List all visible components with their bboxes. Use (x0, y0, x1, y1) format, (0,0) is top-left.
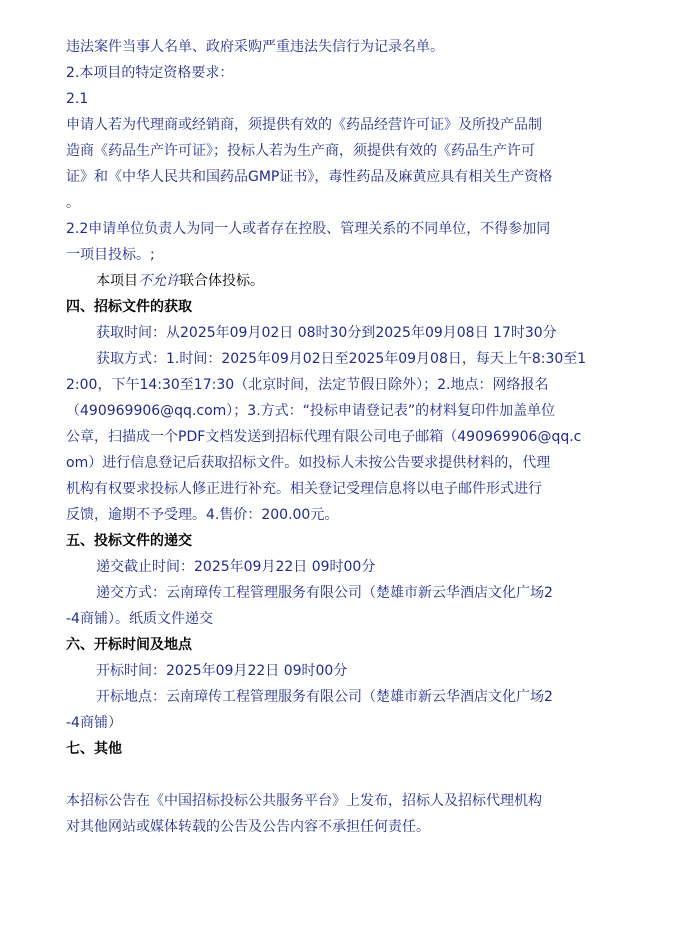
obtain-method-line5: om）进行信息登记后获取招标文件。如投标人未按公告要求提供材料的，代理 (66, 455, 551, 471)
submission-method-line2: -4商铺）。纸质文件递交 (66, 611, 213, 627)
opening-time: 开标时间：2025年09月22日 09时00分 (96, 663, 348, 679)
section-4-title: 四、招标文件的获取 (66, 299, 192, 315)
announcement-document (66, 34, 606, 840)
other-statement-line2: 对其他网站或媒体转载的公告及公告内容不承担任何责任。 (66, 819, 430, 835)
clause-2-1-number: 2.1 (66, 91, 89, 107)
obtain-time: 获取时间：从2025年09月02日 08时30分到2025年09月08日 17时30分 (96, 325, 557, 341)
obtain-method-line6: 机构有权要求投标人修正进行补充。相关登记受理信息将以电子邮件形式进行 (66, 481, 542, 497)
submission-method-line1: 递交方式：云南璋传工程管理服务有限公司（楚雄市新云华酒店文化广场2 (96, 585, 553, 601)
clause-2-2-line2: 一项目投标。; (66, 247, 155, 263)
clause-2-1-line3: 证》和《中华人民共和国药品GMP证书》，毒性药品及麻黄应具有相关生产资格 (66, 169, 553, 185)
opening-place-line1: 开标地点：云南璋传工程管理服务有限公司（楚雄市新云华酒店文化广场2 (96, 689, 553, 705)
consortium-not-allowed: 不允许 (138, 273, 180, 289)
consortium-statement (66, 268, 606, 294)
opening-place-line2: -4商铺） (66, 715, 122, 731)
clause-2-1-line4: 。 (66, 195, 80, 211)
clause-2-1-line2: 造商《药品生产许可证》；投标人若为生产商，须提供有效的《药品生产许可 (66, 143, 535, 159)
obtain-method-line2: 2:00，下午14:30至17:30（北京时间，法定节假日除外）；2.地点：网络报名 (66, 377, 549, 393)
other-statement-line1: 本招标公告在《中国招标投标公共服务平台》上发布，招标人及招标代理机构 (66, 793, 542, 809)
consortium-prefix: 本项目 (96, 273, 138, 289)
section-6-title: 六、开标时间及地点 (66, 637, 192, 653)
obtain-method-line3: （490969906@qq.com）；3.方式：“投标申请登记表”的材料复印件加盖单位 (66, 403, 556, 419)
obtain-method-line4: 公章，扫描成一个PDF文档发送到招标代理有限公司电子邮箱（490969906@qq.c (66, 429, 582, 445)
obtain-method-line1: 获取方式：1.时间：2025年09月02日至2025年09月08日，每天上午8:30至1 (96, 351, 587, 367)
special-qualification-heading: 2.本项目的特定资格要求： (66, 65, 234, 81)
section-5-title: 五、投标文件的递交 (66, 533, 192, 549)
intro-line-blacklist: 违法案件当事人名单、政府采购严重违法失信行为记录名单。 (66, 39, 444, 55)
spacer (66, 762, 606, 788)
obtain-method-line7: 反馈，逾期不予受理。4.售价：200.00元。 (66, 507, 339, 523)
section-7-title: 七、其他 (66, 741, 122, 757)
clause-2-2-line1: 2.2申请单位负责人为同一人或者存在控股、管理关系的不同单位，不得参加同 (66, 221, 551, 237)
consortium-suffix: 联合体投标。 (180, 273, 264, 289)
submission-deadline: 递交截止时间：2025年09月22日 09时00分 (96, 559, 376, 575)
clause-2-1-line1: 申请人若为代理商或经销商，须提供有效的《药品经营许可证》及所投产品制 (66, 117, 542, 133)
